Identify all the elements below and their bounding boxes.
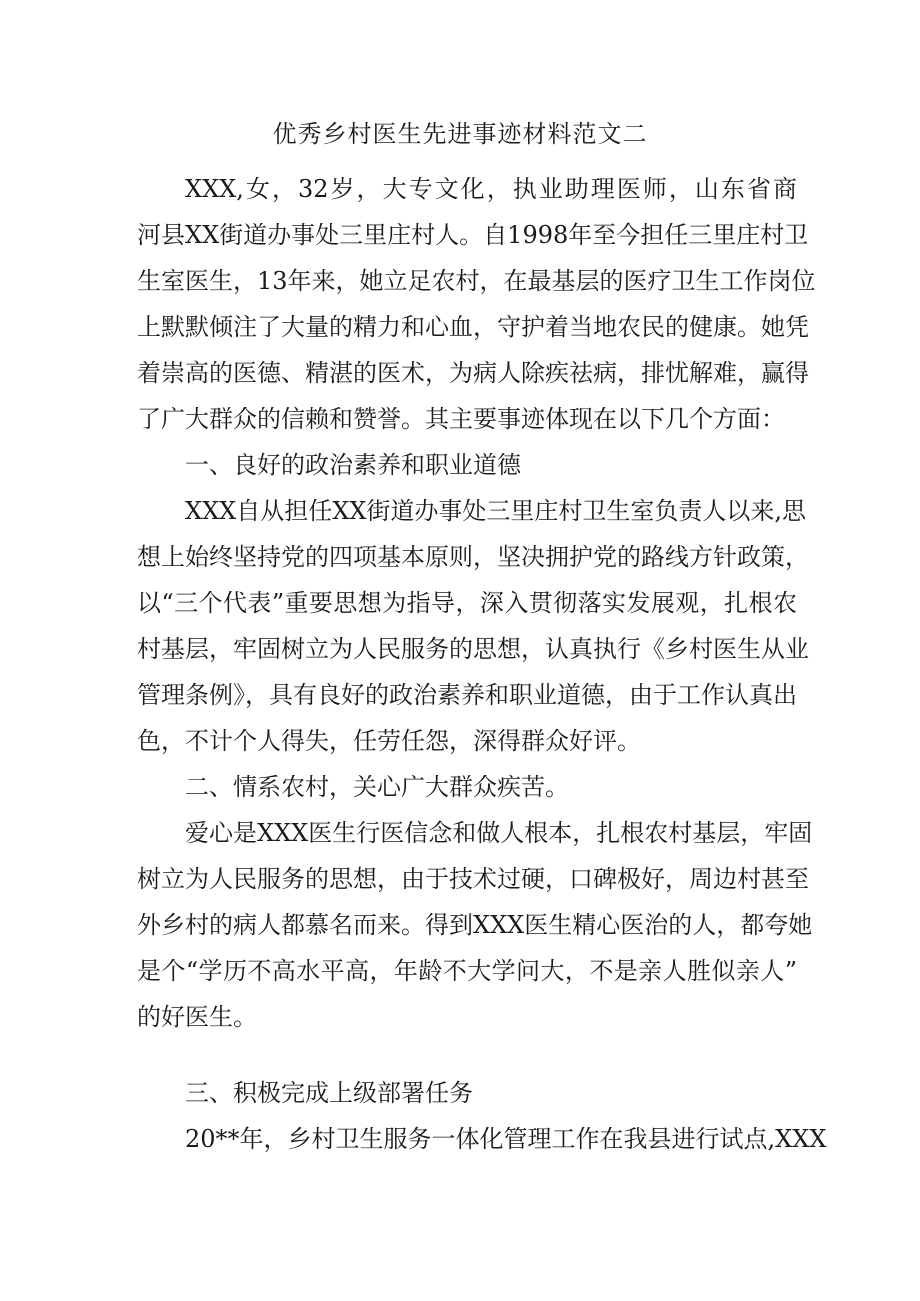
paragraph-line: 是个“学历不高水平高，年龄不大学问大，不是亲人胜似亲人” — [137, 957, 797, 985]
paragraph-line: 20**年，乡村卫生服务一体化管理工作在我县进行试点,XXX — [185, 1125, 827, 1153]
section-heading: 一、良好的政治素养和职业道德 — [185, 451, 521, 479]
section-heading: 三、积极完成上级部署任务 — [185, 1079, 473, 1107]
paragraph-line: 以“三个代表”重要思想为指导，深入贯彻落实发展观，扎根农 — [137, 589, 797, 617]
paragraph-line: 外乡村的病人都慕名而来。得到XXX医生精心医治的人，都夸她 — [137, 911, 813, 939]
paragraph-line: 树立为人民服务的思想，由于技术过硬，口碑极好，周边村甚至 — [137, 865, 809, 893]
paragraph-line: 村基层，牢固树立为人民服务的思想，认真执行《乡村医生从业 — [137, 635, 809, 663]
document-title: 优秀乡村医生先进事迹材料范文二 — [272, 120, 648, 148]
paragraph-line: 河县XX街道办事处三里庄村人。自1998年至今担任三里庄村卫 — [137, 221, 809, 249]
paragraph-line: 着崇高的医德、精湛的医术，为病人除疾祛病，排忧解难，赢得 — [137, 359, 809, 387]
paragraph-line: 了广大群众的信赖和赞誉。其主要事迹体现在以下几个方面： — [137, 405, 785, 433]
paragraph-line: 的好医生。 — [137, 1003, 257, 1031]
paragraph-line: XXX,女，32岁，大专文化，执业助理医师，山东省商 — [185, 175, 797, 203]
paragraph-line: 想上始终坚持党的四项基本原则，坚决拥护党的路线方针政策， — [137, 543, 809, 571]
paragraph-line: 色，不计个人得失，任劳任怨，深得群众好评。 — [137, 727, 641, 755]
paragraph-line: 上默默倾注了大量的精力和心血，守护着当地农民的健康。她凭 — [137, 313, 809, 341]
section-heading: 二、情系农村，关心广大群众疾苦。 — [185, 773, 569, 801]
paragraph-line: 爱心是XXX医生行医信念和做人根本，扎根农村基层，牢固 — [185, 819, 813, 847]
paragraph-line: 管理条例》，具有良好的政治素养和职业道德，由于工作认真出 — [137, 681, 797, 709]
paragraph-line: 生室医生，13年来，她立足农村，在最基层的医疗卫生工作岗位 — [137, 267, 816, 295]
paragraph-line: XXX自从担任XX街道办事处三里庄村卫生室负责人以来,思 — [185, 497, 807, 525]
